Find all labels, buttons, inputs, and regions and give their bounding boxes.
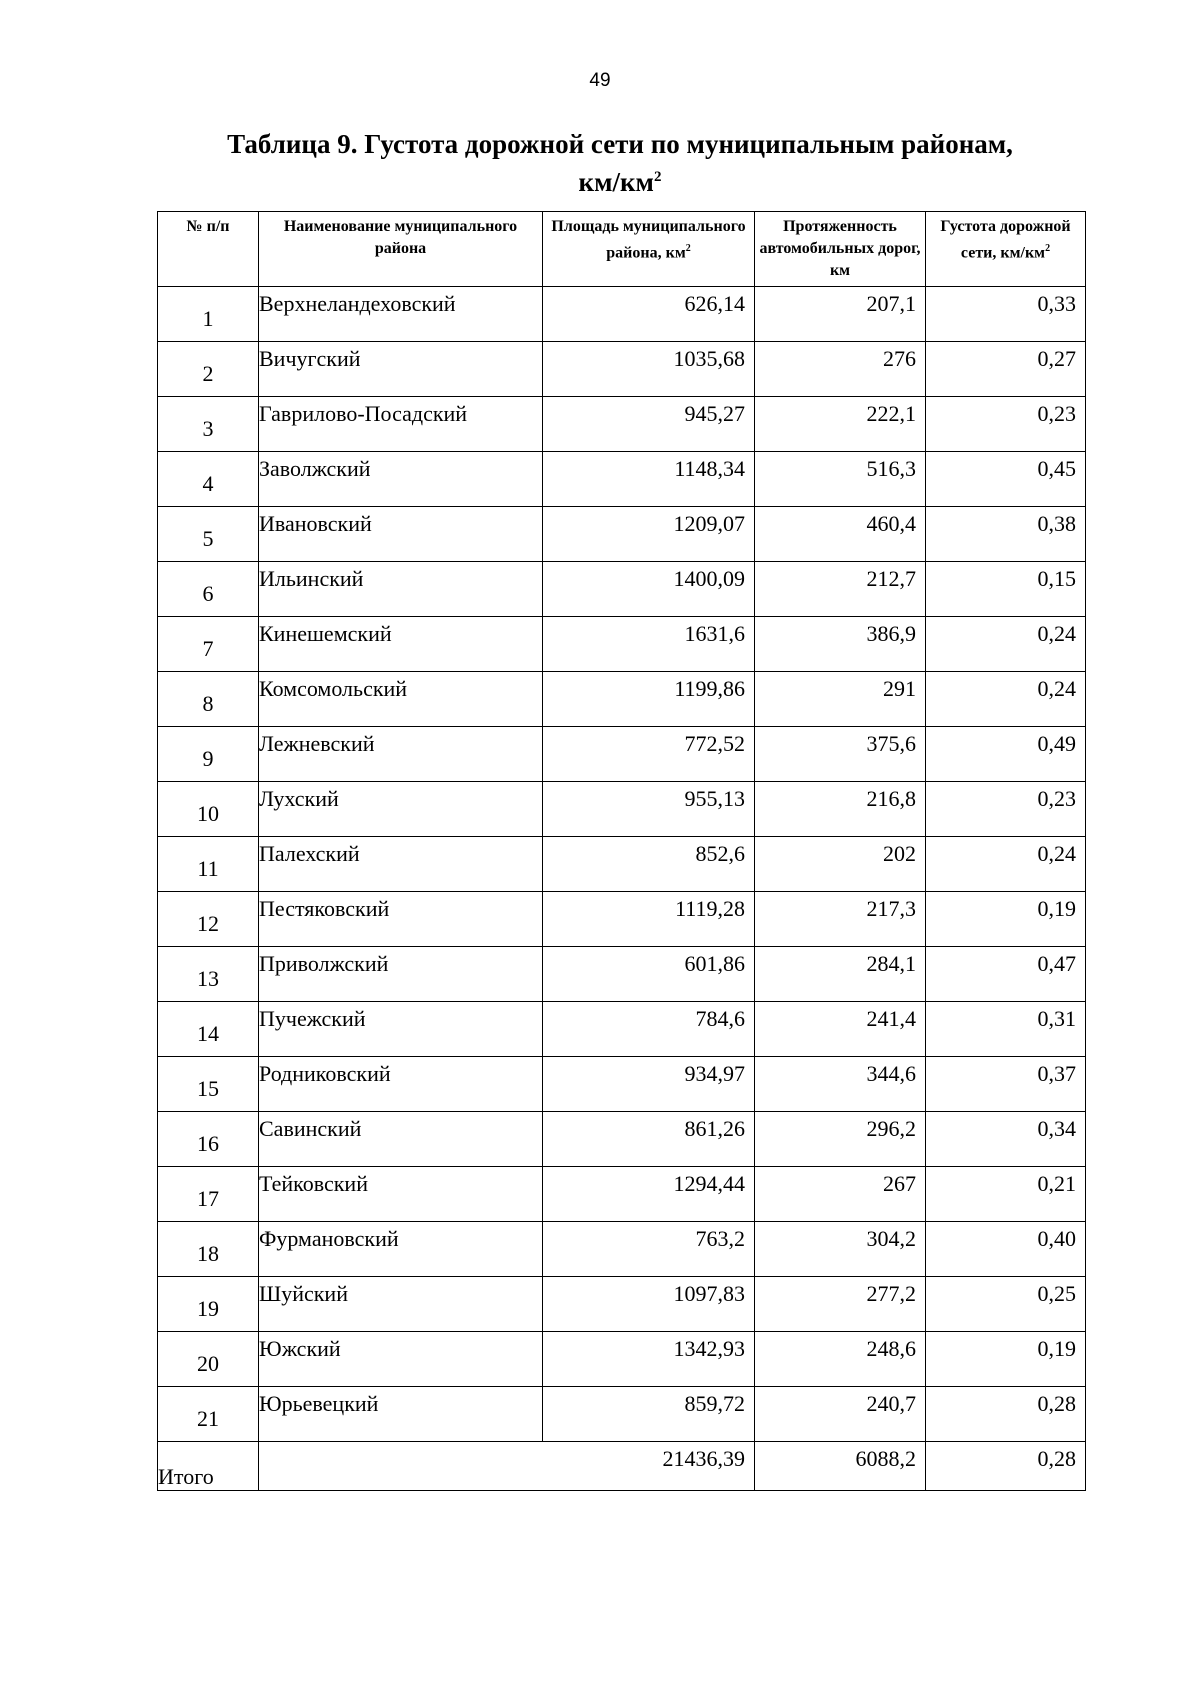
cell-area: 784,6 — [543, 1002, 755, 1057]
cell-district-name: Верхнеландеховский — [259, 287, 543, 342]
cell-district-name: Ивановский — [259, 507, 543, 562]
total-area: 21436,39 — [259, 1442, 755, 1491]
cell-road-length: 375,6 — [755, 727, 926, 782]
cell-district-name: Ильинский — [259, 562, 543, 617]
cell-district-name: Палехский — [259, 837, 543, 892]
cell-area: 763,2 — [543, 1222, 755, 1277]
table-row — [158, 287, 1086, 342]
cell-road-length: 222,1 — [755, 397, 926, 452]
cell-density: 0,33 — [926, 287, 1086, 342]
cell-road-length: 207,1 — [755, 287, 926, 342]
cell-density: 0,21 — [926, 1167, 1086, 1222]
cell-area: 601,86 — [543, 947, 755, 1002]
table-row — [158, 507, 1086, 562]
title-line-1: Таблица 9. Густота дорожной сети по муниципальным районам, — [227, 129, 1013, 159]
cell-district-name: Комсомольский — [259, 672, 543, 727]
cell-area: 861,26 — [543, 1112, 755, 1167]
header-area-superscript: 2 — [685, 243, 691, 254]
cell-district-name: Пучежский — [259, 1002, 543, 1057]
cell-district-name: Шуйский — [259, 1277, 543, 1332]
cell-road-length: 304,2 — [755, 1222, 926, 1277]
total-row — [158, 1442, 1086, 1491]
cell-density: 0,27 — [926, 342, 1086, 397]
table-row — [158, 1277, 1086, 1332]
cell-num: 9 — [158, 727, 259, 782]
cell-num: 1 — [158, 287, 259, 342]
table-row — [158, 452, 1086, 507]
cell-area: 945,27 — [543, 397, 755, 452]
cell-road-length: 276 — [755, 342, 926, 397]
table-row — [158, 1057, 1086, 1112]
cell-density: 0,23 — [926, 397, 1086, 452]
cell-road-length: 296,2 — [755, 1112, 926, 1167]
cell-num: 18 — [158, 1222, 259, 1277]
cell-num: 11 — [158, 837, 259, 892]
total-length: 6088,2 — [755, 1442, 926, 1491]
cell-density: 0,47 — [926, 947, 1086, 1002]
cell-area: 1342,93 — [543, 1332, 755, 1387]
cell-district-name: Лухский — [259, 782, 543, 837]
cell-area: 1035,68 — [543, 342, 755, 397]
title-unit: км/км — [578, 167, 654, 197]
cell-num: 12 — [158, 892, 259, 947]
cell-district-name: Савинский — [259, 1112, 543, 1167]
table-row — [158, 672, 1086, 727]
cell-density: 0,31 — [926, 1002, 1086, 1057]
total-density: 0,28 — [926, 1442, 1086, 1491]
cell-district-name: Вичугский — [259, 342, 543, 397]
cell-area: 859,72 — [543, 1387, 755, 1442]
cell-area: 955,13 — [543, 782, 755, 837]
cell-density: 0,45 — [926, 452, 1086, 507]
table-row — [158, 617, 1086, 672]
cell-area: 1097,83 — [543, 1277, 755, 1332]
cell-num: 8 — [158, 672, 259, 727]
table-row — [158, 1002, 1086, 1057]
cell-area: 1209,07 — [543, 507, 755, 562]
cell-road-length: 386,9 — [755, 617, 926, 672]
table-row — [158, 397, 1086, 452]
cell-density: 0,49 — [926, 727, 1086, 782]
cell-district-name: Фурмановский — [259, 1222, 543, 1277]
table-row — [158, 1112, 1086, 1167]
title-unit-superscript: 2 — [653, 169, 662, 185]
cell-road-length: 284,1 — [755, 947, 926, 1002]
cell-district-name: Пестяковский — [259, 892, 543, 947]
cell-num: 7 — [158, 617, 259, 672]
table-title — [150, 128, 1090, 199]
header-name: Наименование муниципального района — [259, 212, 543, 287]
cell-density: 0,28 — [926, 1387, 1086, 1442]
cell-density: 0,15 — [926, 562, 1086, 617]
page-number: 49 — [589, 70, 611, 91]
cell-density: 0,19 — [926, 892, 1086, 947]
cell-area: 772,52 — [543, 727, 755, 782]
cell-road-length: 291 — [755, 672, 926, 727]
cell-num: 15 — [158, 1057, 259, 1112]
cell-density: 0,34 — [926, 1112, 1086, 1167]
cell-density: 0,23 — [926, 782, 1086, 837]
cell-road-length: 202 — [755, 837, 926, 892]
cell-area: 934,97 — [543, 1057, 755, 1112]
table-row — [158, 782, 1086, 837]
cell-num: 5 — [158, 507, 259, 562]
cell-density: 0,19 — [926, 1332, 1086, 1387]
cell-num: 3 — [158, 397, 259, 452]
cell-num: 13 — [158, 947, 259, 1002]
cell-num: 21 — [158, 1387, 259, 1442]
cell-num: 16 — [158, 1112, 259, 1167]
table-row — [158, 892, 1086, 947]
cell-road-length: 516,3 — [755, 452, 926, 507]
table-row — [158, 562, 1086, 617]
cell-density: 0,37 — [926, 1057, 1086, 1112]
cell-road-length: 217,3 — [755, 892, 926, 947]
table-row — [158, 1332, 1086, 1387]
cell-road-length: 460,4 — [755, 507, 926, 562]
cell-density: 0,38 — [926, 507, 1086, 562]
cell-road-length: 240,7 — [755, 1387, 926, 1442]
cell-district-name: Южский — [259, 1332, 543, 1387]
cell-district-name: Юрьевецкий — [259, 1387, 543, 1442]
cell-road-length: 212,7 — [755, 562, 926, 617]
table-row — [158, 1167, 1086, 1222]
cell-num: 4 — [158, 452, 259, 507]
cell-area: 1199,86 — [543, 672, 755, 727]
cell-num: 10 — [158, 782, 259, 837]
cell-num: 17 — [158, 1167, 259, 1222]
density-table — [157, 211, 1086, 1491]
cell-road-length: 277,2 — [755, 1277, 926, 1332]
cell-district-name: Родниковский — [259, 1057, 543, 1112]
cell-district-name: Приволжский — [259, 947, 543, 1002]
title-line-2 — [150, 161, 1090, 199]
table-body — [158, 287, 1086, 1442]
header-num: № п/п — [158, 212, 259, 287]
table-row — [158, 727, 1086, 782]
table-row — [158, 1387, 1086, 1442]
header-density-text: Густота дорожной сети, км/км — [940, 218, 1071, 262]
table-row — [158, 1222, 1086, 1277]
header-density — [926, 212, 1086, 287]
cell-road-length: 248,6 — [755, 1332, 926, 1387]
header-density-superscript: 2 — [1045, 243, 1051, 254]
cell-num: 20 — [158, 1332, 259, 1387]
cell-density: 0,24 — [926, 837, 1086, 892]
header-area — [543, 212, 755, 287]
cell-area: 626,14 — [543, 287, 755, 342]
cell-num: 2 — [158, 342, 259, 397]
cell-density: 0,25 — [926, 1277, 1086, 1332]
cell-district-name: Заволжский — [259, 452, 543, 507]
cell-district-name: Гаврилово-Посадский — [259, 397, 543, 452]
table-row — [158, 947, 1086, 1002]
cell-area: 1148,34 — [543, 452, 755, 507]
cell-district-name: Тейковский — [259, 1167, 543, 1222]
header-area-text: Площадь муниципального района, км — [551, 218, 746, 262]
header-row — [158, 212, 1086, 287]
table-row — [158, 837, 1086, 892]
total-label: Итого — [158, 1442, 259, 1491]
cell-area: 1294,44 — [543, 1167, 755, 1222]
cell-area: 1400,09 — [543, 562, 755, 617]
cell-density: 0,24 — [926, 672, 1086, 727]
cell-area: 1631,6 — [543, 617, 755, 672]
cell-district-name: Лежневский — [259, 727, 543, 782]
cell-road-length: 216,8 — [755, 782, 926, 837]
cell-density: 0,24 — [926, 617, 1086, 672]
cell-area: 1119,28 — [543, 892, 755, 947]
cell-road-length: 344,6 — [755, 1057, 926, 1112]
cell-num: 6 — [158, 562, 259, 617]
cell-district-name: Кинешемский — [259, 617, 543, 672]
cell-road-length: 267 — [755, 1167, 926, 1222]
cell-num: 14 — [158, 1002, 259, 1057]
cell-road-length: 241,4 — [755, 1002, 926, 1057]
cell-num: 19 — [158, 1277, 259, 1332]
table-row — [158, 342, 1086, 397]
cell-density: 0,40 — [926, 1222, 1086, 1277]
cell-area: 852,6 — [543, 837, 755, 892]
header-length: Протяженность автомобильных дорог, км — [755, 212, 926, 287]
